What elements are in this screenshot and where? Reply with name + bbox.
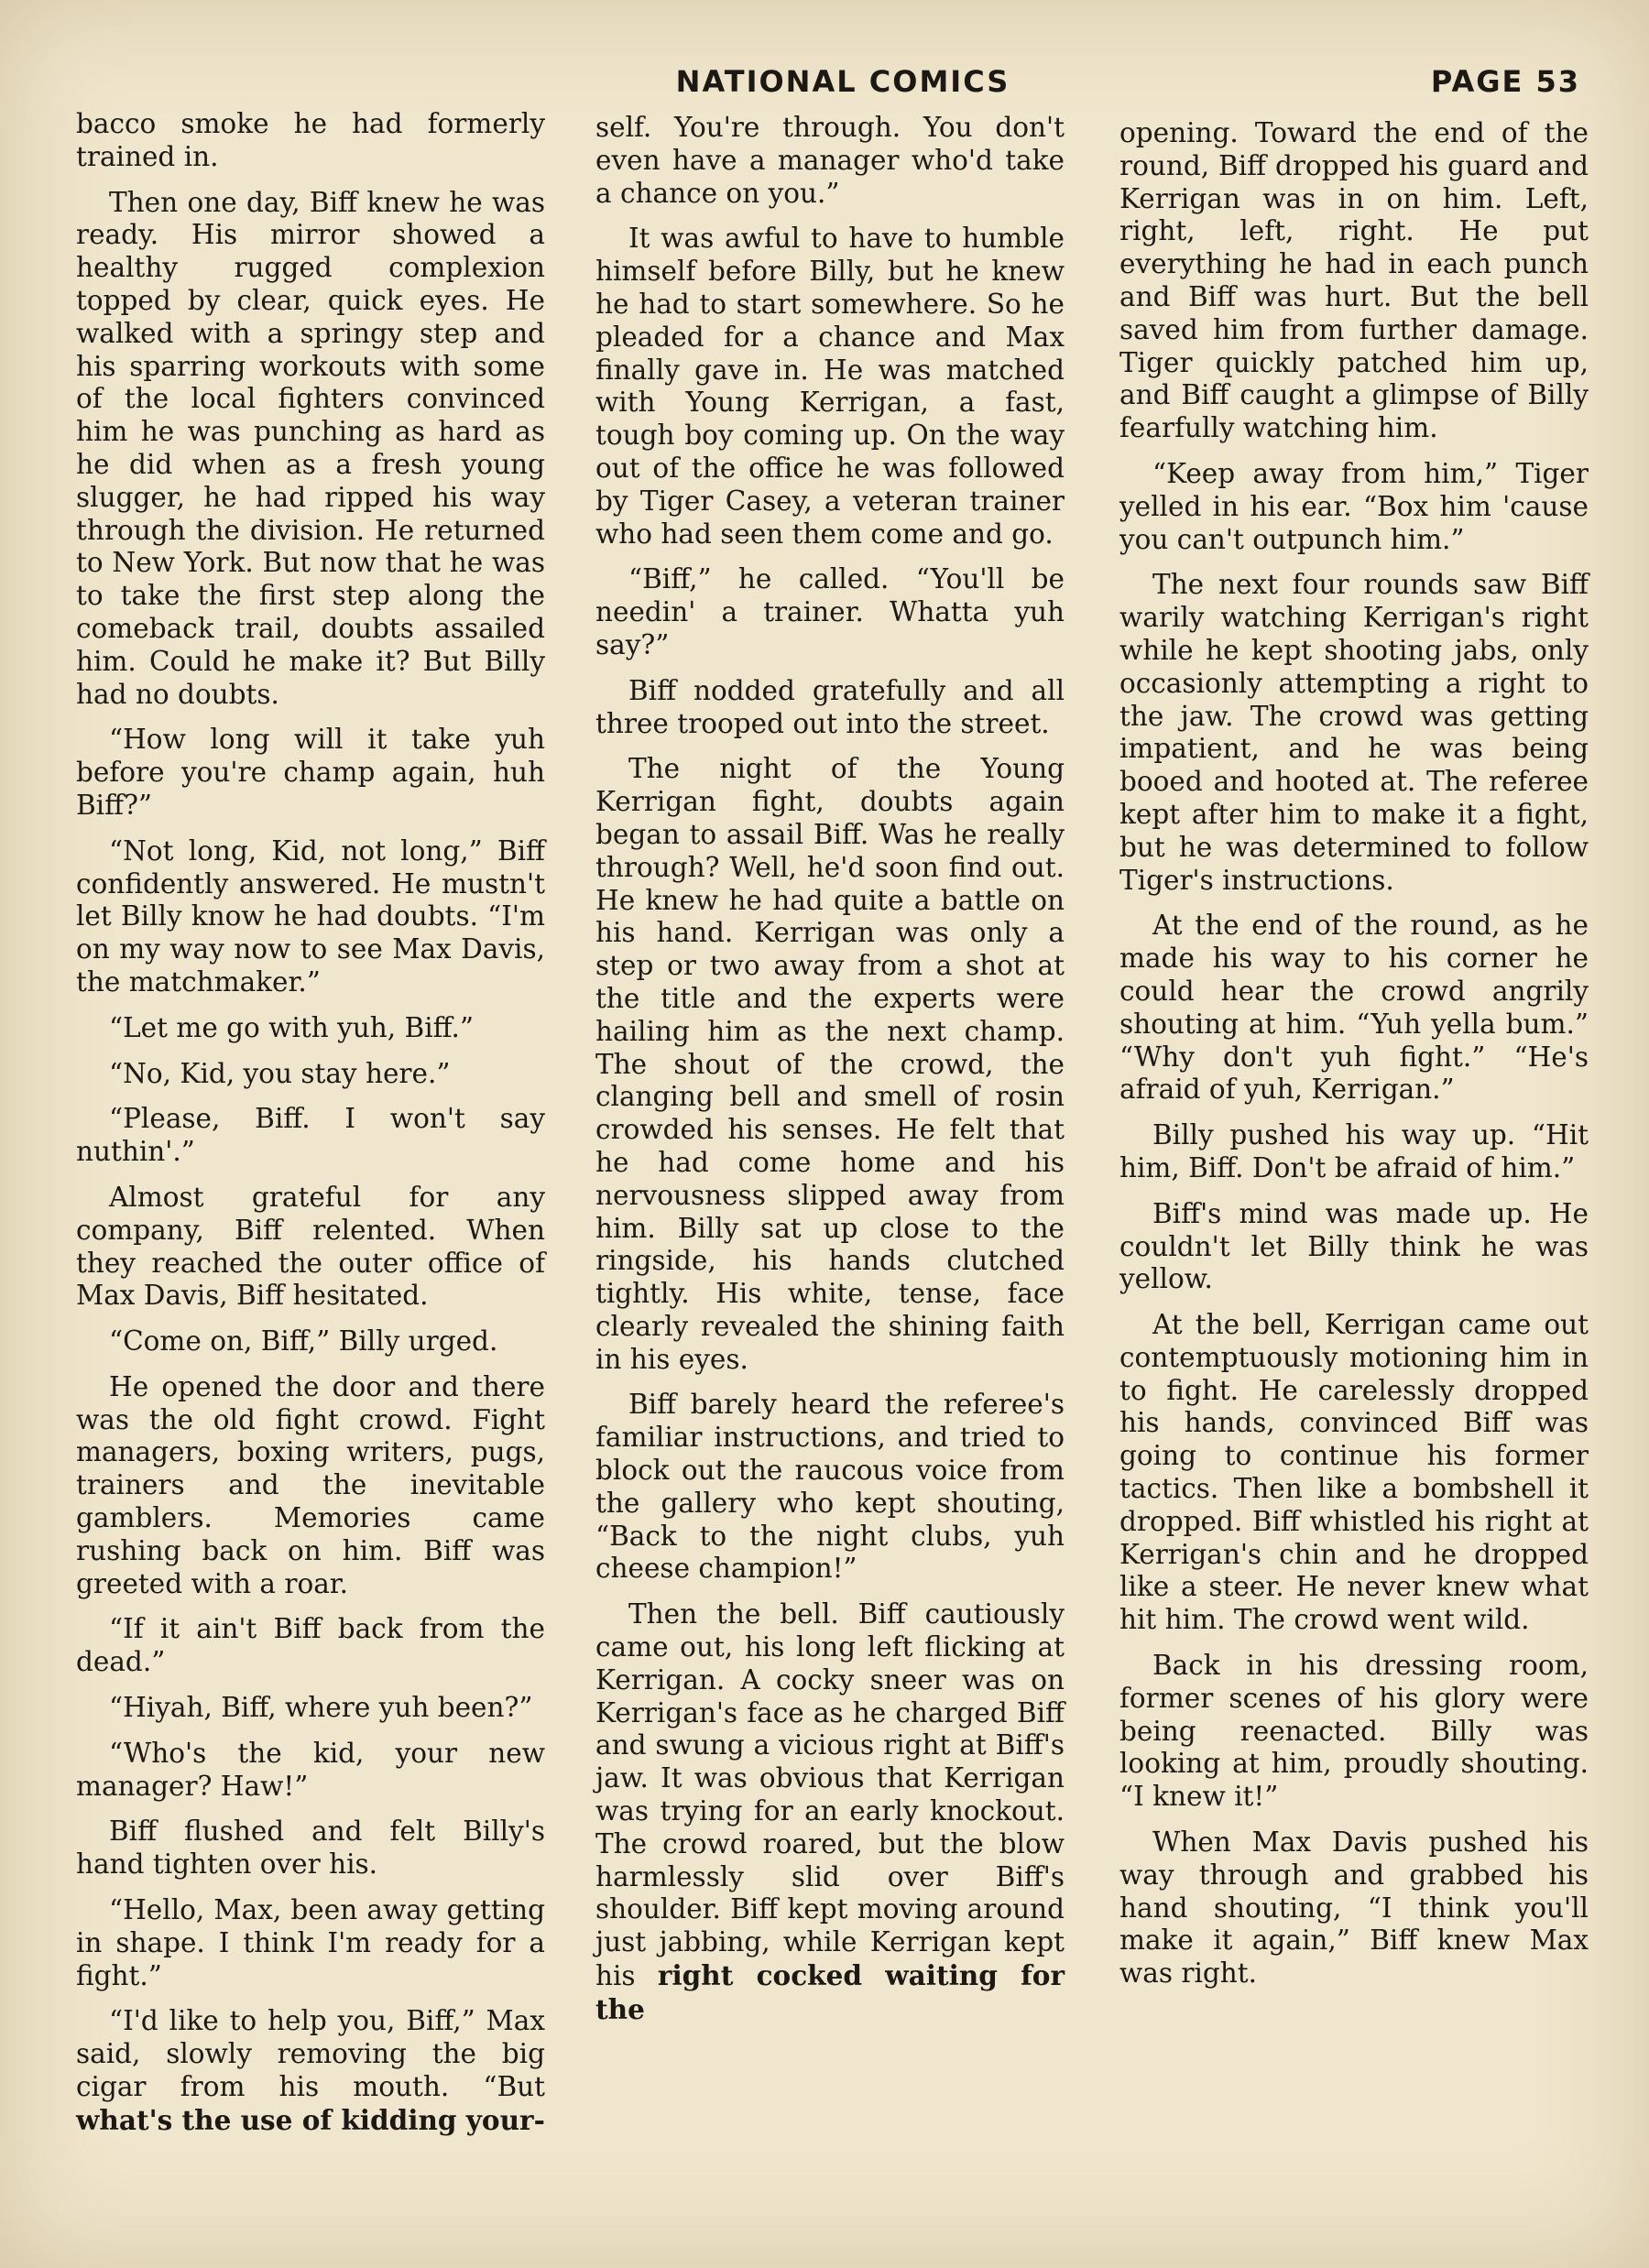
- paragraph: The next four rounds saw Biff warily watching Kerrigan's right while he kept shooting jabs, only occasionly attempting a right to the jaw. The crowd was getting impatient, and he was being booed and hooted at. The referee kept after him to make it a fight, but he was determined to follow Tiger's instructions.: [1119, 569, 1589, 896]
- paragraph: The night of the Young Kerrigan fight, doubts again began to assail Biff. Was he really through? Well, he'd soon find out. He knew he had quite a battle on his hand. Kerrigan was only a step or two away from a shot at the title and the experts were hailing him as the next champ. The shout of the crowd, the clanging bell and smell of rosin crowded his senses. He felt that he had come home and his nervousness slipped away from him. Billy sat up close to the ringside, his hands clutched tightly. His white, tense, face clearly revealed the shining faith in his eyes.: [595, 753, 1065, 1375]
- paragraph: “Biff,” he called. “You'll be needin' a trainer. Whatta yuh say?”: [595, 563, 1065, 660]
- paragraph-text: “I'd like to help you, Biff,” Max said, slowly removing the big cigar from his mouth. “But: [76, 2005, 545, 2103]
- paragraph: “Not long, Kid, not long,” Biff confidently answered. He mustn't let Billy know he had doubts. “I'm on my way now to see Max Davis, the matchmaker.”: [76, 834, 545, 998]
- paragraph: “Keep away from him,” Tiger yelled in his ear. “Box him 'cause you can't outpunch him.”: [1119, 457, 1589, 555]
- paragraph: It was awful to have to humble himself before Billy, but he knew he had to start somewhere. So he pleaded for a chance and Max finally gave in. He was matched with Young Kerrigan, a fast, tough boy coming up. On the way out of the office he was followed by Tiger Casey, a veteran trainer who had seen them come and go.: [595, 223, 1065, 550]
- paragraph: Biff nodded gratefully and all three trooped out into the street.: [595, 674, 1065, 739]
- text-column-1: [76, 108, 545, 2151]
- paragraph: He opened the door and there was the old fight crowd. Fight managers, boxing writers, pugs, trainers and the inevitable gamblers. Memories came rushing back on him. Biff was greeted with a roar.: [76, 1370, 545, 1599]
- paragraph: Billy pushed his way up. “Hit him, Biff. Don't be afraid of him.”: [1119, 1119, 1589, 1183]
- paragraph: At the bell, Kerrigan came out contemptuously motioning him in to fight. He carelessly dropped his hands, convinced Biff was going to continue his former tactics. Then like a bombshell it dropped. Biff whistled his right at Kerrigan's chin and he dropped like a steer. He never knew what hit him. The crowd went wild.: [1119, 1309, 1589, 1636]
- paragraph: Biff's mind was made up. He couldn't let Billy think he was yellow.: [1119, 1197, 1589, 1295]
- page-header: [0, 64, 1649, 110]
- paragraph: “Hello, Max, been away getting in shape. I think I'm ready for a fight.”: [76, 1894, 545, 1991]
- paragraph: “Please, Biff. I won't say nuthin'.”: [76, 1103, 545, 1168]
- paragraph: “Let me go with yuh, Biff.”: [109, 1011, 475, 1043]
- text-column-3: [1119, 117, 1589, 2003]
- paragraph: bacco smoke he had formerly trained in.: [76, 108, 545, 172]
- paragraph: “Hiyah, Biff, where yuh been?”: [109, 1692, 533, 1724]
- paragraph: When Max Davis pushed his way through and grabbed his hand shouting, “I think you'll make it again,” Biff knew Max was right.: [1119, 1826, 1589, 1990]
- paragraph: self. You're through. You don't even have a manager who'd take a chance on you.”: [595, 112, 1065, 209]
- paragraph: [595, 1598, 1065, 2026]
- paragraph: “No, Kid, you stay here.”: [109, 1057, 451, 1089]
- paragraph: “Come on, Biff,” Billy urged.: [109, 1325, 498, 1358]
- paragraph: Back in his dressing room, former scenes of his glory were being reenacted. Billy was looking at him, proudly shouting. “I knew it!”: [1119, 1650, 1589, 1813]
- paragraph: “How long will it take yuh before you're champ again, huh Biff?”: [76, 724, 545, 821]
- paragraph-text: Then the bell. Biff cautiously came out, his long left flicking at Kerrigan. A cocky sneer was on Kerrigan's face as he charged Biff and swung a vicious right at Biff's jaw. It was obvious that Kerrigan was trying for an early knockout. The crowd roared, but the blow harmlessly slid over Biff's shoulder. Biff kept moving around just jabbing, while Kerrigan kept his: [595, 1598, 1065, 1992]
- magazine-title: NATIONAL COMICS: [675, 64, 1010, 99]
- paragraph: Biff barely heard the referee's familiar instructions, and tried to block out the raucous voice from the gallery who kept shouting, “Back to the night clubs, yuh cheese champion!”: [595, 1389, 1065, 1585]
- text-column-2: [595, 112, 1065, 2040]
- paragraph: Biff flushed and felt Billy's hand tighten over his.: [76, 1815, 545, 1881]
- page-number: PAGE 53: [1430, 64, 1580, 99]
- paragraph: Then one day, Biff knew he was ready. His mirror showed a healthy rugged complexion topped by clear, quick eyes. He walked with a springy step and his sparring workouts with some of the local fighters convinced him he was punching as hard as he did when as a fresh young slugger, he had ripped his way through the division. He returned to New York. But now that he was to take the first step along the comeback trail, doubts assailed him. Could he make it? But Billy had no doubts.: [76, 186, 545, 710]
- paragraph: [76, 2005, 545, 2137]
- paragraph: At the end of the round, as he made his way to his corner he could hear the crowd angrily shouting at him. “Yuh yella bum.” “Why don't yuh fight.” “He's afraid of yuh, Kerrigan.”: [1119, 910, 1589, 1106]
- paragraph: “Who's the kid, your new manager? Haw!”: [76, 1737, 545, 1802]
- bold-continuation: what's the use of kidding your-: [76, 2103, 545, 2136]
- paragraph: Almost grateful for any company, Biff relented. When they reached the outer office of Max Davis, Biff hesitated.: [76, 1181, 545, 1312]
- paragraph: “If it ain't Biff back from the dead.”: [76, 1613, 545, 1678]
- bold-continuation: right cocked waiting for the: [595, 1959, 1065, 2025]
- paragraph: opening. Toward the end of the round, Biff dropped his guard and Kerrigan was in on him. Left, right, left, right. He put everything he had in each punch and Biff was hurt. But the bell saved him from further damage. Tiger quickly patched him up, and Biff caught a glimpse of Billy fearfully watching him.: [1119, 117, 1589, 444]
